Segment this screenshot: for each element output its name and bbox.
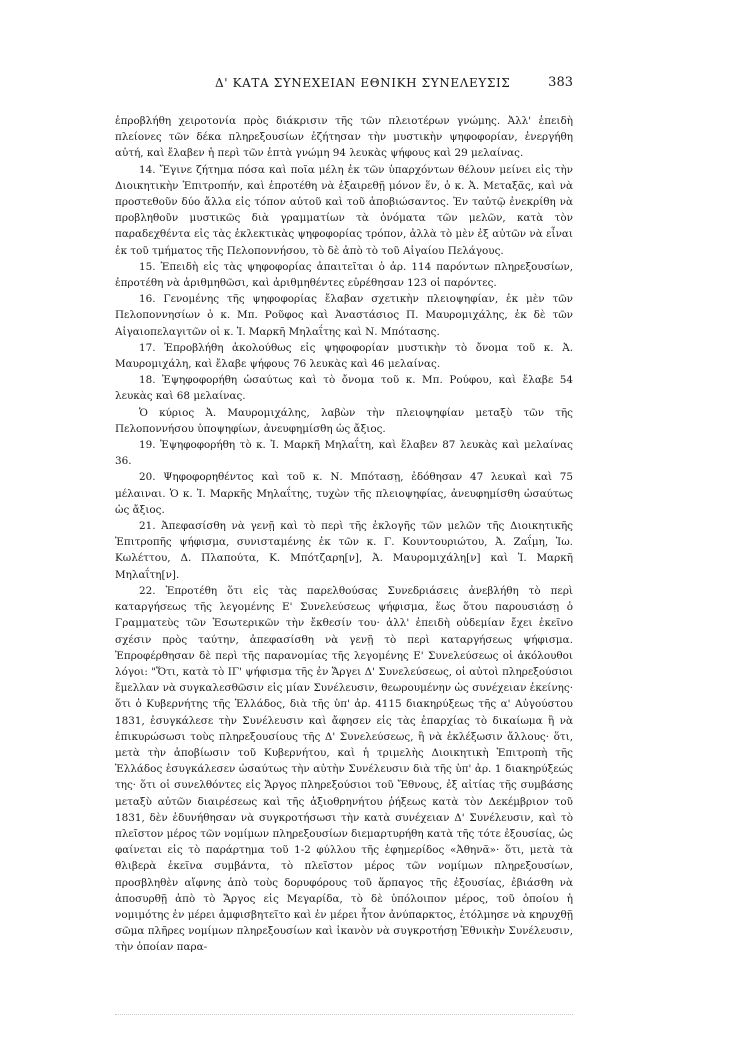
body-text [115,113,573,956]
running-header [115,76,573,94]
paragraph-20: 20. Ψηφοφορηθέντος καὶ τοῦ κ. Ν. Μπότασῃ, ἐδόθησαν 47 λευκαὶ καὶ 75 μέλαιναι. Ὁ κ. Ἰ. Μαρκῆς Μηλαΐτης, τυχὼν τῆς πλειοψηφίας, ἀνευφημίσθη ὡσαύτως ὡς ἄξιος. [115,471,573,516]
paragraph-17: 17. Ἐπροβλήθη ἀκολούθως εἰς ψηφοφορίαν μυστικὴν τὸ ὄνομα τοῦ κ. Ἀ. Μαυρομιχάλη, καὶ ἔλαβε ψήφους 76 λευκὰς καὶ 46 μελαίνας. [115,341,573,371]
paragraph-mavromichalis: Ὁ κύριος Ἀ. Μαυρομιχάλης, λαβὼν τὴν πλειοψηφίαν μεταξὺ τῶν τῆς Πελοποννήσου ὑποψηφίων, ἀνευφημίσθη ὡς ἄξιος. [115,406,573,435]
paragraph-continuation: ἐπροβλήθη χειροτονία πρὸς διάκρισιν τῆς τῶν πλειοτέρων γνώμης. Ἀλλ' ἐπειδὴ πλείονες τῶν δέκα πληρεξουσίων ἐζήτησαν τὴν μυστικὴν ψηφοφορίαν, ἐνεργήθη αὐτή, καὶ ἔλαβεν ἡ περὶ τῶν ἑπτὰ γνώμη 94 λευκὰς ψήφους καὶ 29 μελαίνας. [115,115,573,160]
footer-dotted-rule [115,1014,573,1015]
paragraph-16: 16. Γενομένης τῆς ψηφοφορίας ἔλαβαν σχετικὴν πλειοψηφίαν, ἐκ μὲν τῶν Πελοποννησίων ὁ κ. Μπ. Ροῦφος καὶ Ἀναστάσιος Π. Μαυρομιχάλης, ἐκ δὲ τῶν Αἰγαιοπελαγιτῶν οἱ κ. Ἰ. Μαρκῆ Μηλαΐτης καὶ Ν. Μπότασης. [115,293,573,338]
paragraph-21: 21. Ἀπεφασίσθη νὰ γενῇ καὶ τὸ περὶ τῆς ἐκλογῆς τῶν μελῶν τῆς Διοικητικῆς Ἐπιτροπῆς ψήφισμα, συνισταμένης ἐκ τῶν κ. Γ. Κουντουριώτου, Ἀ. Ζαΐμη, Ἰω. Κωλέττου, Δ. Πλαπούτα, Κ. Μπότζαρη[ν], Ἀ. Μαυρομιχάλη[ν] καὶ Ἰ. Μαρκῆ Μηλαΐτη[ν]. [115,520,573,581]
paragraph-14: 14. Ἔγινε ζήτημα πόσα καὶ ποῖα μέλη ἐκ τῶν ὑπαρχόντων θέλουν μείνει εἰς τὴν Διοικητικὴν Ἐπιτροπήν, καὶ ἐπροτέθη νὰ ἐξαιρεθῇ μόνον ἕν, ὁ κ. Ἀ. Μεταξᾶς, καὶ νὰ προστεθοῦν δύο ἄλλα εἰς τόπον αὐτοῦ καὶ τοῦ ἀποβιώσαντος. Ἐν ταὐτῷ ἐνεκρίθη νὰ προβληθοῦν μυστικῶς διὰ γραμματίων τὰ ὀνόματα τῶν μελῶν, κατὰ τὸν παραδεχθέντα εἰς τὰς ἐκλεκτικὰς ψηφοφορίας τρόπον, ἀλλὰ τὸ μὲν ἐξ αὐτῶν νὰ εἶναι ἐκ τοῦ τμήματος τῆς Πελοποννήσου, τὸ δὲ ἀπὸ τὸ τοῦ Αἰγαίου Πελάγους. [115,163,573,257]
paragraph-18: 18. Ἐψηφοφορήθη ὡσαύτως καὶ τὸ ὄνομα τοῦ κ. Μπ. Ρούφου, καὶ ἔλαβε 54 λευκὰς καὶ 68 μελαίνας. [115,374,573,403]
paragraph-22: 22. Ἐπροτέθη ὅτι εἰς τὰς παρελθούσας Συνεδριάσεις ἀνεβλήθη τὸ περὶ καταργήσεως τῆς λεγομένης Ε' Συνελεύσεως ψήφισμα, ἕως ὅτου παρουσιάσῃ ὁ Γραμματεὺς τῶν Ἐσωτερικῶν τὴν ἔκθεσίν του· ἀλλ' ἐπειδὴ οὐδεμίαν ἔχει ἐκεῖνο σχέσιν πρὸς ταύτην, ἀπεφασίσθη νὰ γενῇ τὸ περὶ καταργήσεως ψήφισμα. Ἐπροφέρθησαν δὲ περὶ τῆς παρανομίας τῆς λεγομένης Ε' Συνελεύσεως οἱ ἀκόλουθοι λόγοι: "Ὅτι, κατὰ τὸ ΙΓ' ψήφισμα τῆς ἐν Ἄργει Δ' Συνελεύσεως, οἱ αὐτοὶ πληρεξούσιοι ἔμελλαν νὰ συγκαλεσθῶσιν εἰς μίαν Συνέλευσιν, θεωρουμένην ὡς συνέχειαν ἐκείνης· ὅτι ὁ Κυβερνήτης τῆς Ἑλλάδος, διὰ τῆς ὑπ' ἀρ. 4115 διακηρύξεως τῆς α' Αὐγούστου 1831, ἐσυγκάλεσε τὴν Συνέλευσιν καὶ ἄφησεν εἰς τὰς ἐπαρχίας τὸ δικαίωμα ἢ νὰ ἐπικυρώσωσι τοὺς πληρεξουσίους τῆς Δ' Συνελεύσεως, ἢ νὰ ἐκλέξωσιν ἄλλους· ὅτι, μετὰ τὴν ἀποβίωσιν τοῦ Κυβερνήτου, καὶ ἡ τριμελὴς Διοικητικὴ Ἐπιτροπὴ τῆς Ἑλλάδος ἐσυγκάλεσεν ὡσαύτως τὴν αὐτὴν Συνέλευσιν διὰ τῆς ὑπ' ἀρ. 1 διακηρύξεώς της· ὅτι οἱ συνελθόντες εἰς Ἄργος πληρεξούσιοι τοῦ Ἔθνους, ἐξ αἰτίας τῆς συμβάσης μεταξὺ αὐτῶν διαιρέσεως καὶ τῆς ἀξιοθρηνήτου ῥήξεως κατὰ τὸν Δεκέμβριον τοῦ 1831, δὲν ἐδυνήθησαν νὰ συγκροτήσωσι τὴν κατὰ συνέχειαν Δ' Συνέλευσιν, καὶ τὸ πλεῖστον μέρος τῶν νομίμων πληρεξουσίων διεμαρτυρήθη κατὰ τῆς τότε ἐξουσίας, ὡς φαίνεται εἰς τὸ παράρτημα τοῦ 1-2 φύλλου τῆς ἐφημερίδος «Ἀθηνᾶ»· ὅτι, μετὰ τὰ θλιβερὰ ἐκεῖνα συμβάντα, τὸ πλεῖστον μέρος τῶν νομίμων πληρεξουσίων, προσβληθὲν αἴφνης ἀπὸ τοὺς δορυφόρους τοῦ ἅρπαγος τῆς ἐξουσίας, ἐβιάσθη νὰ ἀποσυρθῇ ἀπὸ τὸ Ἄργος εἰς Μεγαρίδα, τὸ δὲ ὑπόλοιπον μέρος, τοῦ ὁποίου ἡ νομιμότης ἐν μέρει ἀμφισβητεῖτο καὶ ἐν μέρει ἦτον ἀνύπαρκτος, ἐτόλμησε νὰ κηρυχθῇ σῶμα πλῆρες νομίμων πληρεξουσίων καὶ ἱκανὸν νὰ συγκροτήσῃ Ἐθνικὴν Συνέλευσιν, τὴν ὁποίαν παρα- [115,584,573,954]
paragraph-19: 19. Ἐψηφοφορήθη τὸ κ. Ἰ. Μαρκῆ Μηλαΐτη, καὶ ἔλαβεν 87 λευκὰς καὶ μελαίνας 36. [115,439,573,468]
page-number: 383 [548,75,573,90]
paragraph-15: 15. Ἐπειδὴ εἰς τὰς ψηφοφορίας ἀπαιτεῖται ὁ ἀρ. 114 παρόντων πληρεξουσίων, ἐπροτέθη νὰ ἀριθμηθῶσι, καὶ ἀριθμηθέντες εὑρέθησαν 123 οἱ παρόντες. [115,260,573,290]
page-header-title: Δ' ΚΑΤΑ ΣΥΝΕΧΕΙΑΝ ΕΘΝΙΚΗ ΣΥΝΕΛΕΥΣΙΣ [215,76,511,90]
